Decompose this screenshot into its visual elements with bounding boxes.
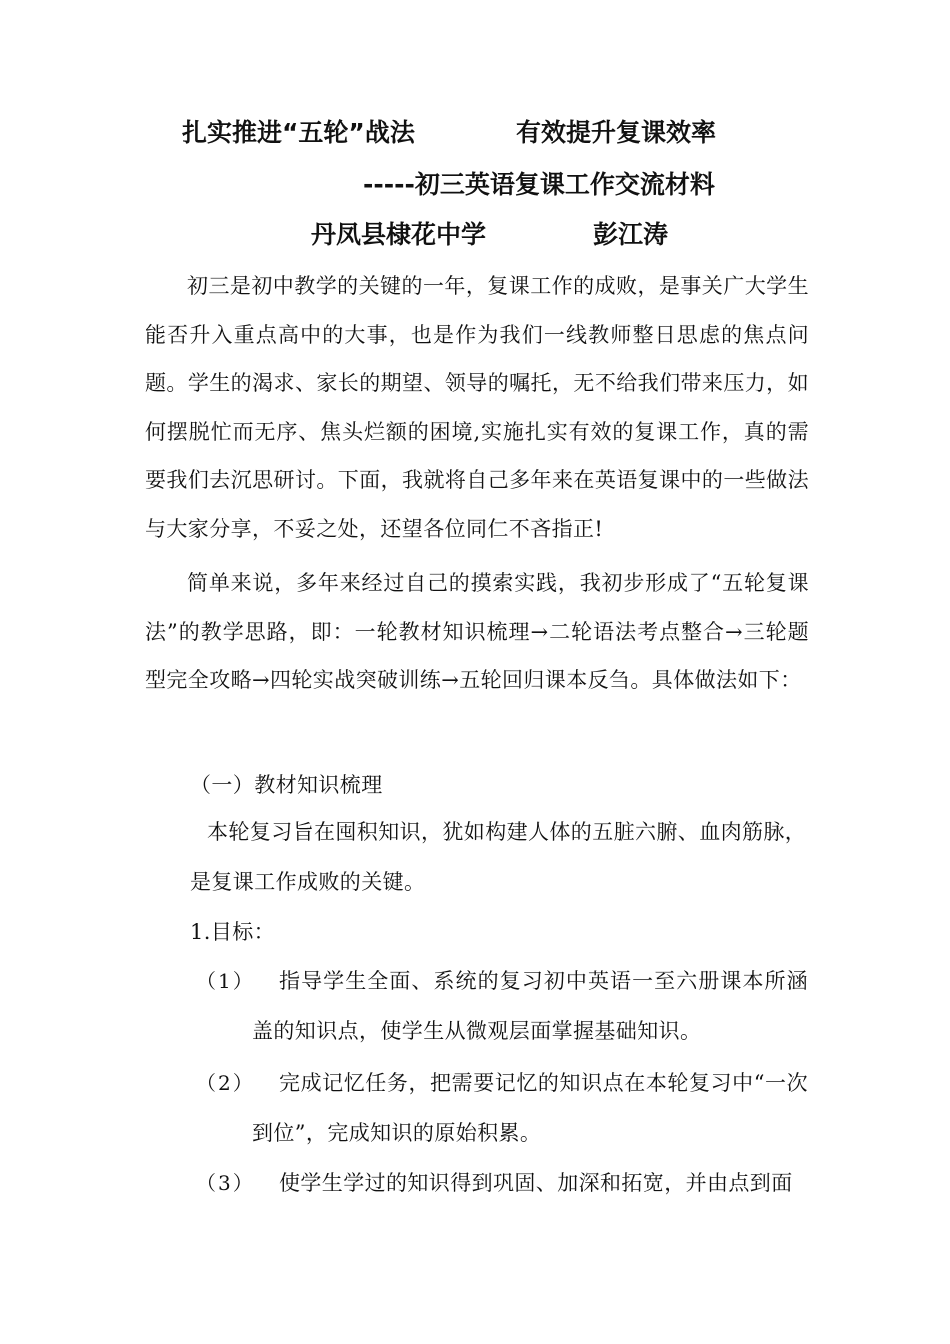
school-name: 丹凤县棣花中学 — [311, 220, 487, 249]
section-intro-line-2: 是复课工作成败的关键。 — [190, 870, 426, 894]
goal-label: 1.目标： — [190, 920, 276, 944]
subtitle: -----初三英语复课工作交流材料 — [363, 170, 715, 199]
list-item: 完成记忆任务，把需要记忆的知识点在本轮复习中“一次到位”，完成知识的原始积累。 — [252, 1071, 808, 1145]
title-right: 有效提升复课效率 — [516, 118, 717, 147]
title-left: 扎实推进“五轮”战法 — [182, 118, 415, 147]
paragraph-method: 简单来说，多年来经过自己的摸索实践，我初步形成了“五轮复课法”的教学思路，即：一轮教材知识梳理→二轮语法考点整合→三轮题型完全攻略→四轮实战突破训练→五轮回归课本反刍。具体做法如下： — [145, 571, 809, 692]
list-item: 使学生学过的知识得到巩固、加深和拓宽，并由点到面 — [279, 1171, 793, 1195]
section-intro-line-1: 本轮复习旨在囤积知识，犹如构建人体的五脏六腑、血肉筋脉， — [207, 820, 807, 844]
list-item: 指导学生全面、系统的复习初中英语一至六册课本所涵盖的知识点，使学生从微观层面掌握基础知识。 — [252, 969, 808, 1043]
item-number: （2） — [196, 1071, 255, 1095]
item-number: （3） — [196, 1171, 255, 1195]
paragraph-intro: 初三是初中教学的关键的一年，复课工作的成败，是事关广大学生能否升入重点高中的大事，也是作为我们一线教师整日思虑的焦点问题。学生的渴求、家长的期望、领导的嘱托，无不给我们带来压力，如何摆脱忙而无序、焦头烂额的困境,实施扎实有效的复课工作，真的需要我们去沉思研讨。下面，我就将自己多年来在英语复课中的一些做法与大家分享，不妥之处，还望各位同仁不吝指正! — [145, 274, 809, 541]
item-number: （1） — [196, 969, 255, 993]
author-name: 彭江涛 — [593, 220, 669, 249]
section-heading: （一）教材知识梳理 — [190, 773, 383, 797]
